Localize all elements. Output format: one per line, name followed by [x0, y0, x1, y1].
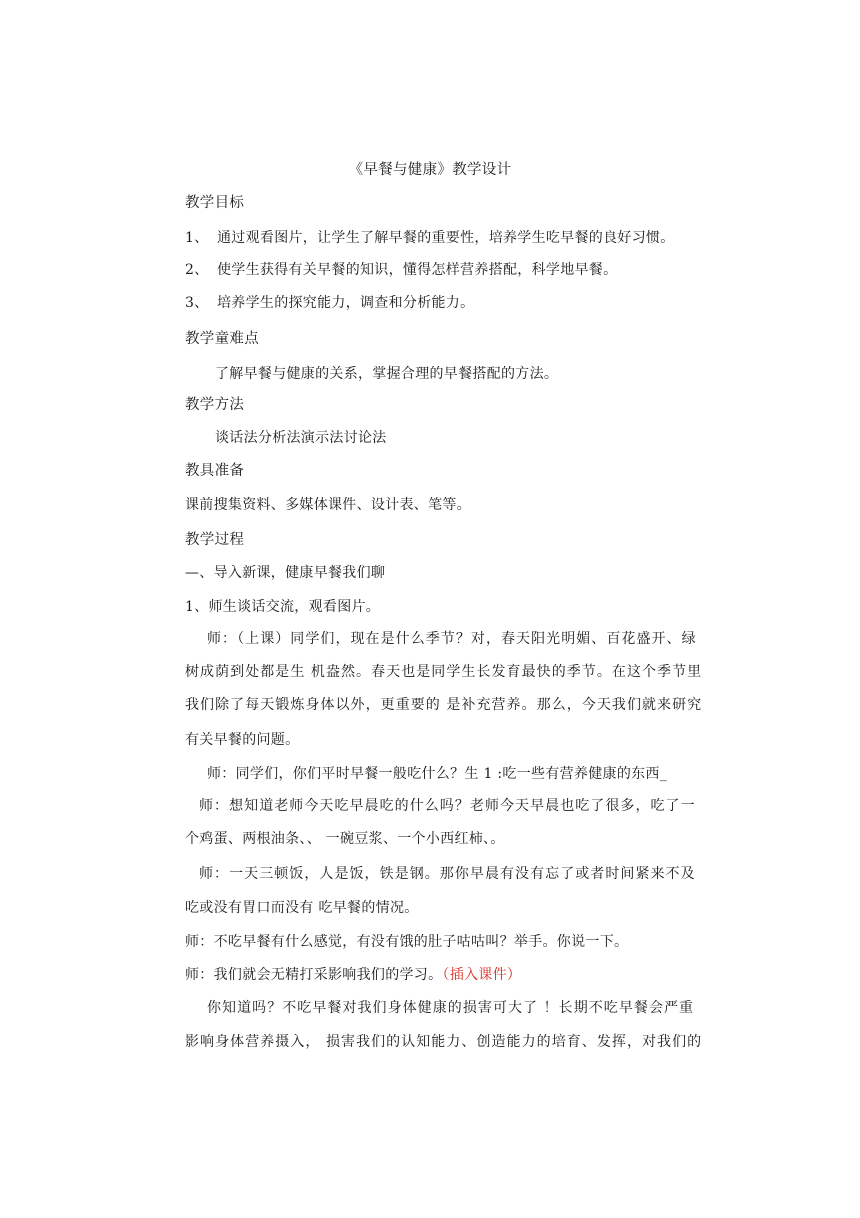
- goal-item-1: [185, 228, 675, 248]
- insert-courseware-note: （插入课件）: [442, 967, 522, 983]
- tools-heading: 教具准备: [185, 463, 245, 479]
- document-title: 《早餐与健康》教学设计: [348, 162, 512, 178]
- dialogue-line: 师：同学们，你们平时早餐一般吃什么？生 1 :吃一些有营养健康的东西_: [207, 766, 668, 782]
- dialogue-line: 吃或没有胃口而没有 吃早餐的情况。: [185, 900, 419, 916]
- difficulty-heading: 教学童难点: [185, 331, 259, 347]
- method-text: 谈话法分析法演示法讨论法: [215, 430, 387, 446]
- process-step-1: 1、师生谈话交流，观看图片。: [185, 599, 381, 615]
- dialogue-line: 有关早餐的问题。: [185, 732, 300, 748]
- dialogue-text: 师：我们就会无精打采影响我们的学习。: [185, 967, 443, 983]
- goal-item-3: [185, 293, 474, 313]
- goal-item-2: [185, 260, 617, 280]
- dialogue-line: [185, 965, 521, 985]
- goal-number: 3、: [185, 295, 209, 311]
- dialogue-line: 影响身体营养摄入， 损害我们的认知能力、创造能力的培育、发挥，对我们的: [185, 1034, 703, 1050]
- goal-number: 2、: [185, 262, 209, 278]
- goal-text: 培养学生的探究能力，调查和分析能力。: [217, 295, 475, 311]
- goal-number: 1、: [185, 230, 209, 246]
- tools-text: 课前搜集资料、多媒体课件、设计表、笔等。: [185, 497, 471, 513]
- dialogue-line: 师：想知道老师今天吃早晨吃的什么吗？老师今天早晨也吃了很多，吃了一: [199, 798, 696, 814]
- process-subheading: —、导入新课，健康早餐我们聊: [185, 565, 386, 581]
- difficulty-text: 了解早餐与健康的关系，掌握合理的早餐搭配的方法。: [215, 366, 559, 382]
- goals-heading: 教学目标: [185, 195, 245, 211]
- dialogue-line: 师：（上课）同学们，现在是什么季节？对，春天阳光明媚、百花盛开、绿: [207, 631, 697, 647]
- goal-text: 使学生获得有关早餐的知识，懂得怎样营养搭配，科学地早餐。: [217, 262, 618, 278]
- dialogue-line: 树成荫到处都是生 机盎然。春天也是同学生长发育最快的季节。在这个季节里: [185, 664, 703, 680]
- dialogue-line: 师：不吃早餐有什么感觉，有没有饿的肚子咕咕叫？举手。你说一下。: [185, 934, 629, 950]
- dialogue-line: 我们除了每天锻炼身体以外，更重要的 是补充营养。那么，今天我们就来研究: [185, 697, 703, 713]
- dialogue-line: 个鸡蛋、两根油条、、 一碗豆浆、一个小西红柿、。: [185, 831, 505, 847]
- process-heading: 教学过程: [185, 532, 245, 548]
- goal-text: 通过观看图片，让学生了解早餐的重要性，培养学生吃早餐的良好习惯。: [217, 230, 675, 246]
- method-heading: 教学方法: [185, 397, 245, 413]
- dialogue-line: 你知道吗？不吃早餐对我们身体健康的损害可大了 ！长期不吃早餐会严重: [207, 1000, 695, 1016]
- dialogue-line: 师：一天三顿饭，人是饭，铁是钢。那你早晨有没有忘了或者时间紧来不及: [199, 866, 696, 882]
